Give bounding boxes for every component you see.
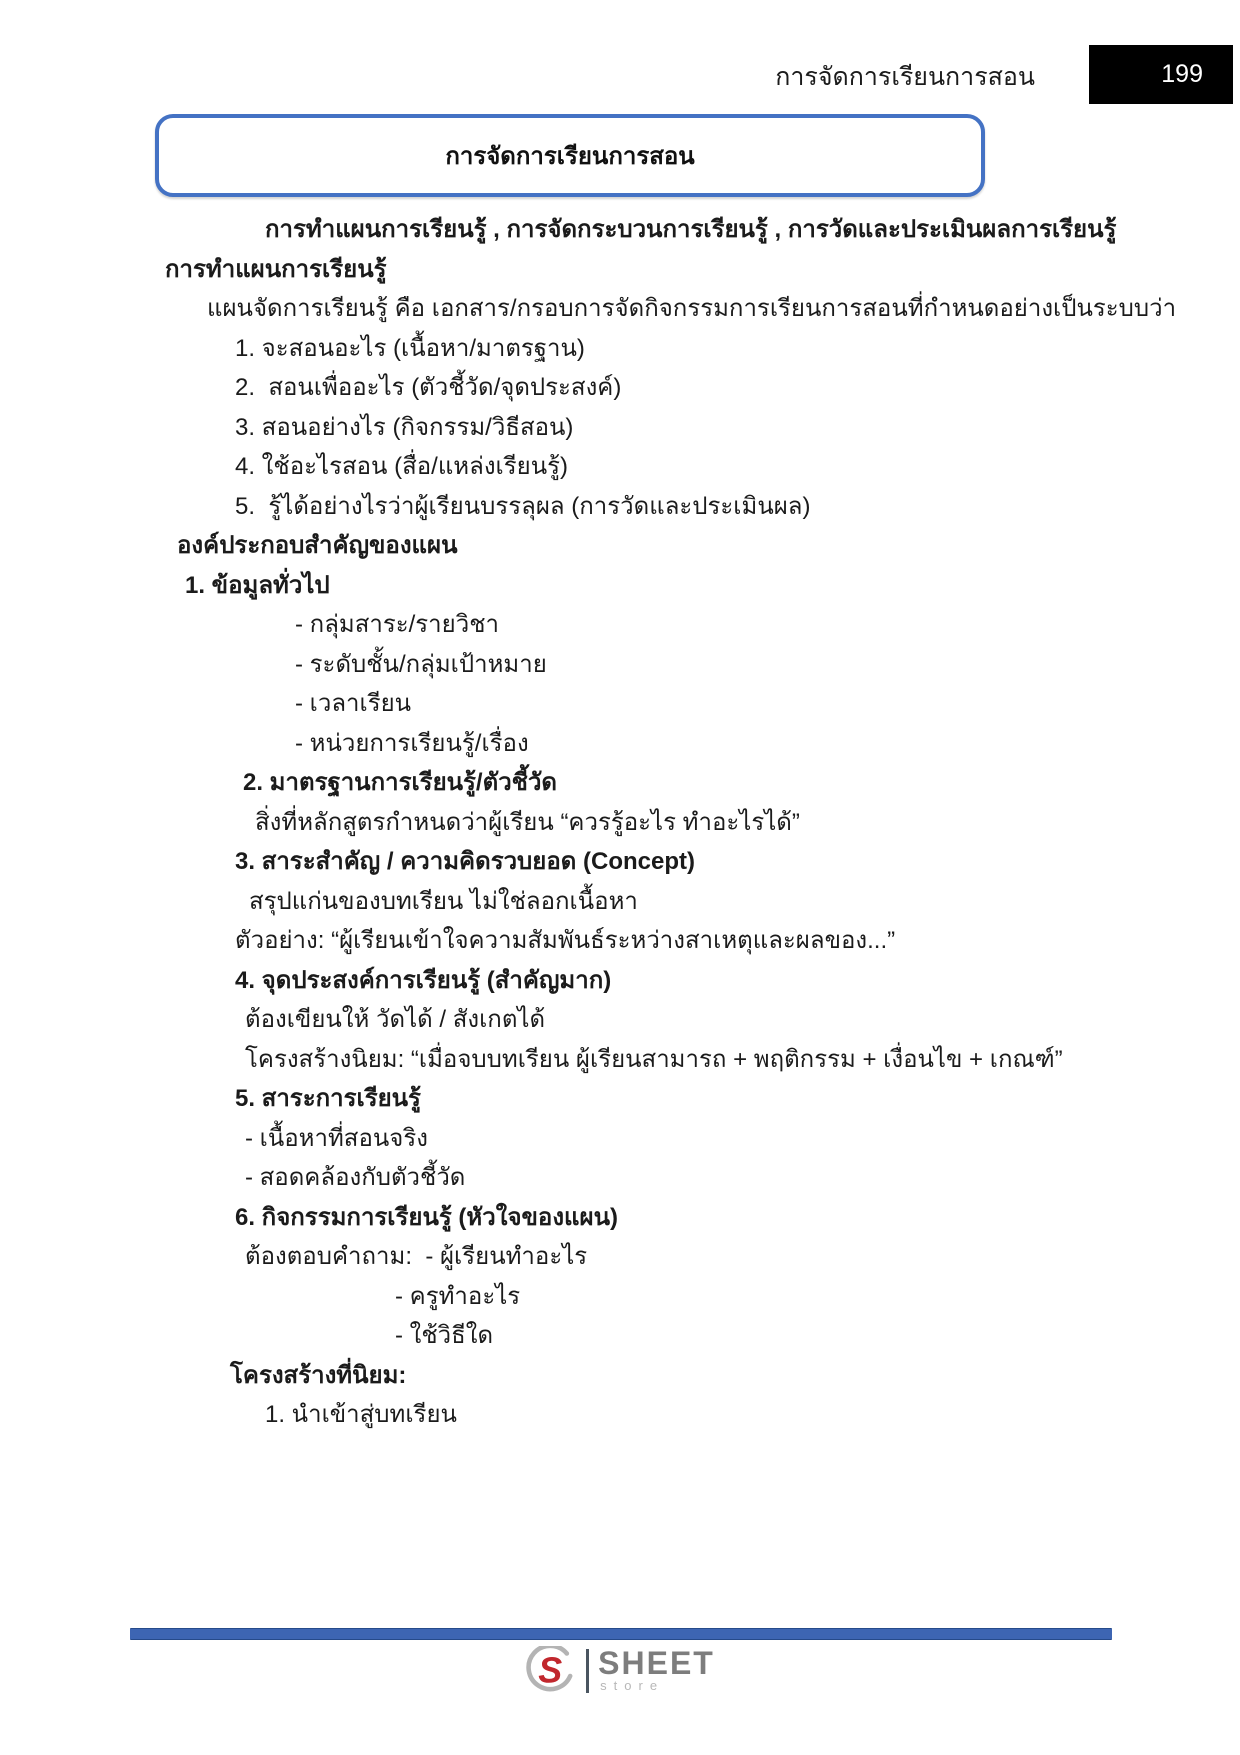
text-line: - เวลาเรียน bbox=[295, 690, 412, 717]
text-line: 1. จะสอนอะไร (เนื้อหา/มาตรฐาน) bbox=[235, 334, 585, 362]
title-box bbox=[155, 114, 985, 197]
brand-name: SHEET bbox=[598, 1645, 715, 1681]
text-line: สิ่งที่หลักสูตรกำหนดว่าผู้เรียน “ควรรู้อะไร ทำอะไรได้” bbox=[255, 808, 800, 836]
logo-divider bbox=[586, 1649, 589, 1693]
text-line: 2. สอนเพื่ออะไร (ตัวชี้วัด/จุดประสงค์) bbox=[235, 374, 622, 401]
text-line: - สอดคล้องกับตัวชี้วัด bbox=[245, 1164, 466, 1191]
text-line: - ครูทำอะไร bbox=[395, 1282, 521, 1310]
text-line: 1. นำเข้าสู่บทเรียน bbox=[265, 1401, 457, 1428]
page-header bbox=[0, 45, 1240, 105]
page-number-box bbox=[1089, 45, 1233, 104]
footer-divider-bar bbox=[130, 1628, 1112, 1640]
text-line: - ระดับชั้น/กลุ่มเป้าหมาย bbox=[295, 650, 547, 678]
text-line: 2. มาตรฐานการเรียนรู้/ตัวชี้วัด bbox=[243, 769, 558, 796]
text-line: 3. สาระสำคัญ / ความคิดรวบยอด (Concept) bbox=[235, 848, 696, 875]
text-line: - เนื้อหาที่สอนจริง bbox=[245, 1124, 428, 1152]
text-line: องค์ประกอบสำคัญของแผน bbox=[177, 532, 458, 559]
text-line: - กลุ่มสาระ/รายวิชา bbox=[295, 611, 499, 638]
text-line: 4. จุดประสงค์การเรียนรู้ (สำคัญมาก) bbox=[235, 966, 612, 994]
text-line: ต้องเขียนให้ วัดได้ / สังเกตได้ bbox=[245, 1006, 546, 1033]
logo-letter: S bbox=[538, 1650, 563, 1691]
text-line: - หน่วยการเรียนรู้/เรื่อง bbox=[295, 729, 529, 757]
text-line: ตัวอย่าง: “ผู้เรียนเข้าใจความสัมพันธ์ระหว่างสาเหตุและผลของ...” bbox=[235, 927, 896, 954]
text-line: โครงสร้างที่นิยม: bbox=[230, 1361, 407, 1389]
text-line: 3. สอนอย่างไร (กิจกรรม/วิธีสอน) bbox=[235, 413, 574, 441]
text-line: โครงสร้างนิยม: “เมื่อจบบทเรียน ผู้เรียนสามารถ + พฤติกรรม + เงื่อนไข + เกณฑ์” bbox=[245, 1045, 1063, 1073]
text-line: 5. รู้ได้อย่างไรว่าผู้เรียนบรรลุผล (การวัดและประเมินผล) bbox=[235, 492, 811, 520]
text-line: - ใช้วิธีใด bbox=[395, 1322, 494, 1349]
text-line: การทำแผนการเรียนรู้ , การจัดกระบวนการเรียนรู้ , การวัดและประเมินผลการเรียนรู้ bbox=[265, 216, 1117, 243]
content-lines bbox=[165, 210, 1175, 1435]
running-head-title: การจัดการเรียนการสอน bbox=[775, 63, 1035, 91]
page-title: การจัดการเรียนการสอน bbox=[445, 143, 695, 170]
page-number: 199 bbox=[1161, 60, 1203, 88]
text-line: สรุปแก่นของบทเรียน ไม่ใช่ลอกเนื้อหา bbox=[249, 887, 638, 915]
brand-subtitle: store bbox=[600, 1678, 665, 1693]
sheet-store-logo bbox=[0, 1646, 1240, 1696]
text-line: 5. สาระการเรียนรู้ bbox=[235, 1085, 421, 1112]
text-line: 6. กิจกรรมการเรียนรู้ (หัวใจของแผน) bbox=[235, 1203, 618, 1231]
text-line: การทำแผนการเรียนรู้ bbox=[165, 255, 387, 283]
sheet-store-s-icon bbox=[525, 1646, 577, 1696]
text-line: ต้องตอบคำถาม: - ผู้เรียนทำอะไร bbox=[245, 1243, 588, 1270]
text-line: 4. ใช้อะไรสอน (สื่อ/แหล่งเรียนรู้) bbox=[235, 453, 568, 480]
brand-text-block bbox=[598, 1645, 715, 1694]
text-line: แผนจัดการเรียนรู้ คือ เอกสาร/กรอบการจัดกิจกรรมการเรียนการสอนที่กำหนดอย่างเป็นระบบว่า bbox=[207, 295, 1177, 322]
text-line: 1. ข้อมูลทั่วไป bbox=[185, 571, 330, 599]
